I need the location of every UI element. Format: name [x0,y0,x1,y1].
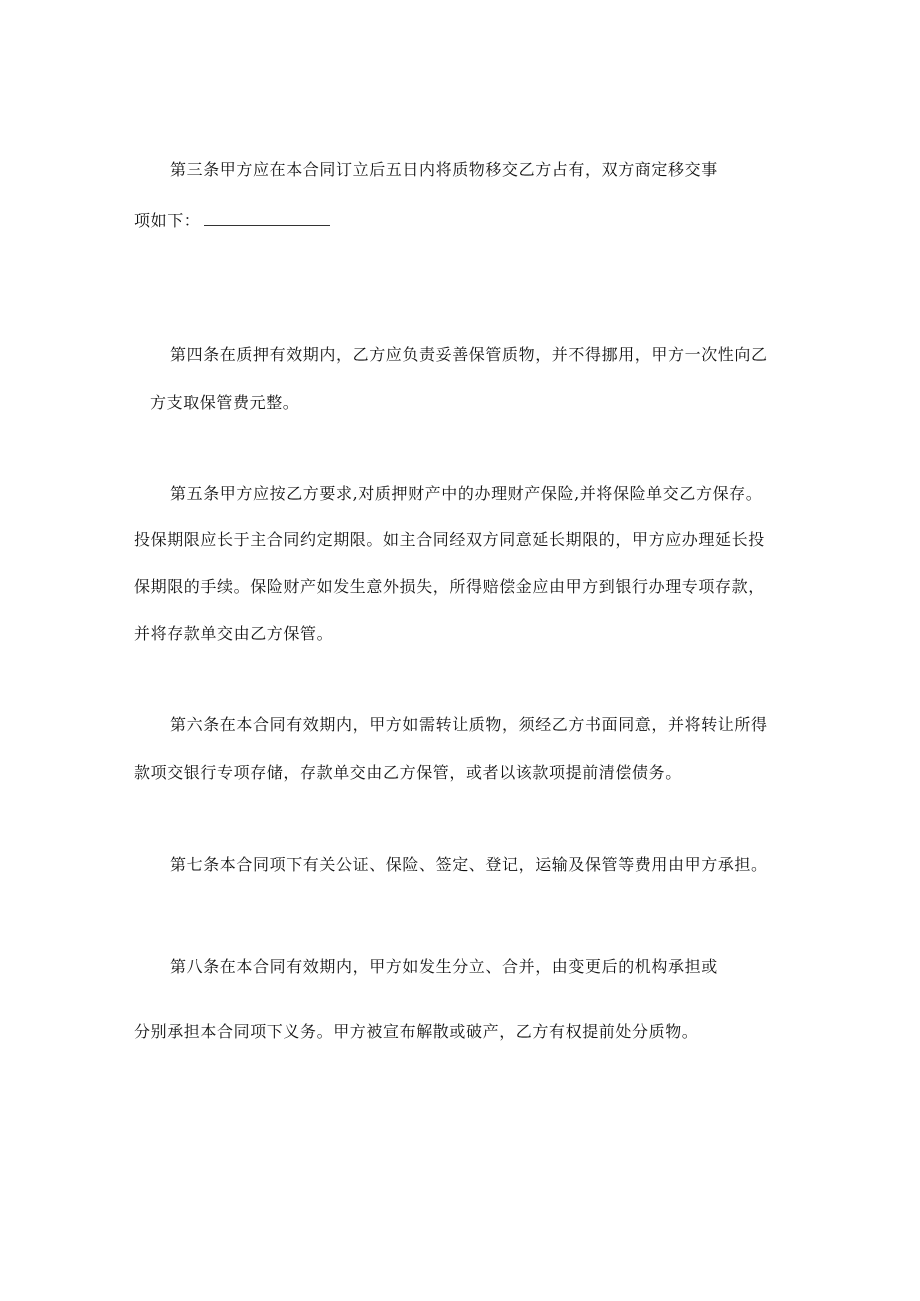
article5-line1: 第五条甲方应按乙方要求,对质押财产中的办理财产保险,并将保险单交乙方保存。 [170,484,763,503]
article8-line1: 第八条在本合同有效期内，甲方如发生分立、合并，由变更后的机构承担或 [170,957,718,976]
article7-line1: 第七条本合同项下有关公证、保险、签定、登记，运输及保管等费用由甲方承担。 [170,855,768,874]
fill-in-blank [204,211,330,226]
article5-line4: 并将存款单交由乙方保管。 [134,624,334,643]
article4-line1: 第四条在质押有效期内，乙方应负责妥善保管质物，并不得挪用，甲方一次性向乙 [170,345,768,364]
article8-line2: 分别承担本合同项下义务。甲方被宣布解散或破产，乙方有权提前处分质物。 [134,1022,699,1041]
article5-line3: 保期限的手续。保险财产如发生意外损失，所得赔偿金应由甲方到银行办理专项存款， [134,577,765,596]
article6-line1: 第六条在本合同有效期内，甲方如需转让质物，须经乙方书面同意，并将转让所得 [170,715,768,734]
article3-line1: 第三条甲方应在本合同订立后五日内将质物移交乙方占有，双方商定移交事 [170,160,718,179]
article4-line2: 方支取保管费元整。 [150,393,300,412]
article3-line2: 项如下： [134,211,201,230]
article5-line2: 投保期限应长于主合同约定期限。如主合同经双方同意延长期限的，甲方应办理延长投 [134,530,765,549]
article3-line2-wrap [134,211,330,231]
article6-line2: 款项交银行专项存储，存款单交由乙方保管，或者以该款项提前清偿债务。 [134,763,682,782]
